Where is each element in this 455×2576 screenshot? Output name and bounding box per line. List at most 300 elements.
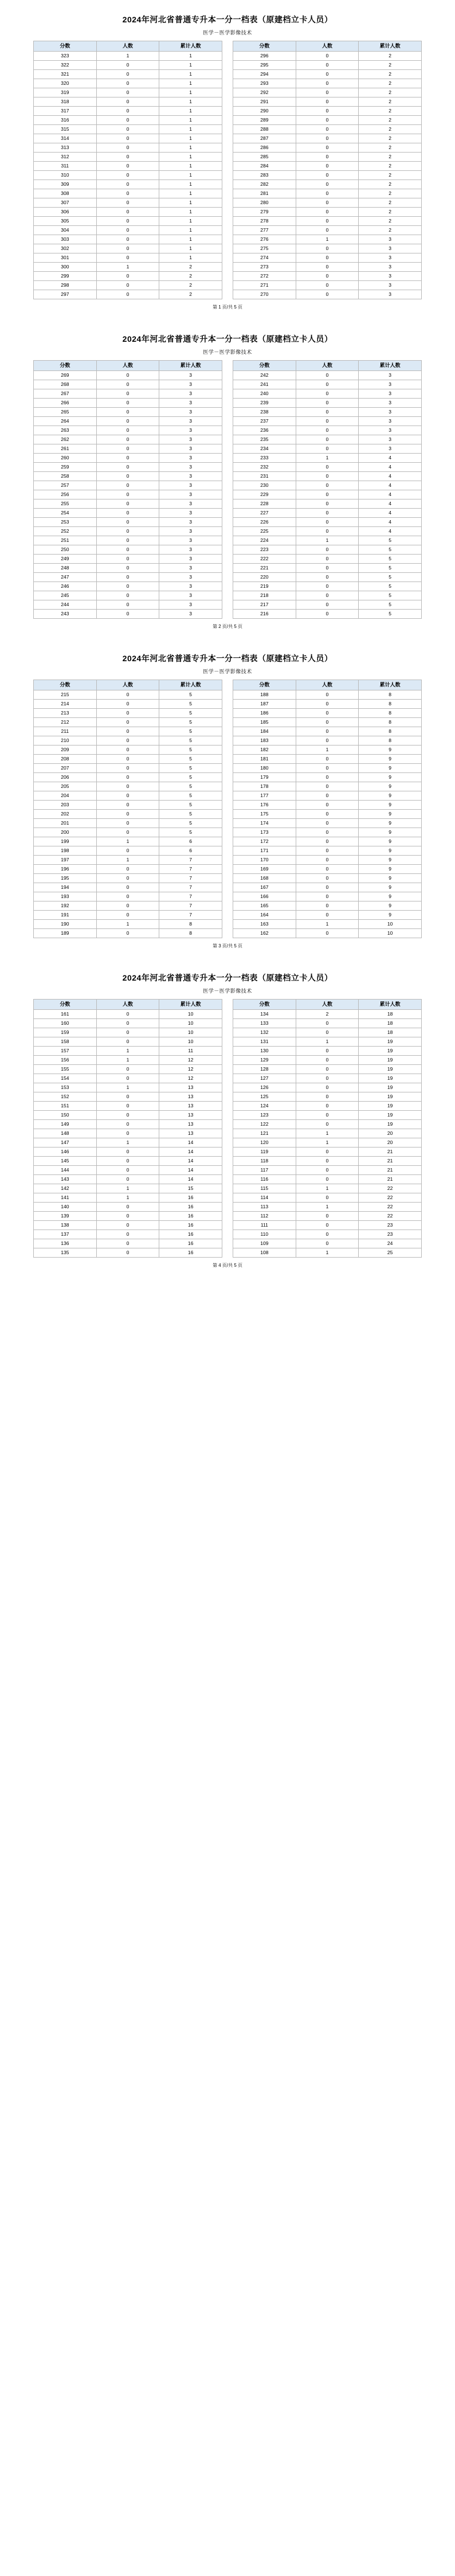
cell-cumulative: 3 <box>359 417 422 426</box>
cell-score: 258 <box>34 472 97 481</box>
cell-score: 224 <box>233 536 296 545</box>
table-row <box>233 1148 422 1157</box>
cell-score: 143 <box>34 1175 97 1184</box>
cell-cumulative: 9 <box>359 755 422 764</box>
cell-score: 182 <box>233 746 296 755</box>
table-row <box>34 79 222 88</box>
cell-score: 156 <box>34 1056 97 1065</box>
column-header-2: 累计人数 <box>359 680 422 690</box>
cell-cumulative: 1 <box>159 134 222 143</box>
cell-score: 231 <box>233 472 296 481</box>
table-row <box>34 1120 222 1129</box>
cell-score: 274 <box>233 253 296 263</box>
table-row <box>34 1010 222 1019</box>
table-row <box>233 911 422 920</box>
table-row <box>34 1111 222 1120</box>
column-header-1: 人数 <box>296 1000 359 1010</box>
table-row <box>233 1184 422 1193</box>
cell-score: 239 <box>233 399 296 408</box>
cell-score: 131 <box>233 1037 296 1047</box>
cell-cumulative: 4 <box>359 454 422 463</box>
cell-score: 226 <box>233 518 296 527</box>
cell-score: 136 <box>34 1239 97 1248</box>
cell-score: 122 <box>233 1120 296 1129</box>
table-header-row <box>34 1000 222 1010</box>
cell-count: 0 <box>296 290 359 299</box>
cell-count: 0 <box>296 791 359 801</box>
cell-score: 235 <box>233 435 296 444</box>
column-header-0: 分数 <box>34 680 97 690</box>
cell-count: 0 <box>296 1120 359 1129</box>
cell-cumulative: 5 <box>359 600 422 610</box>
cell-score: 117 <box>233 1166 296 1175</box>
tables-container <box>32 41 423 299</box>
cell-count: 0 <box>96 244 159 253</box>
table-row <box>233 371 422 380</box>
cell-count: 0 <box>296 819 359 828</box>
table-row <box>233 527 422 536</box>
table-row <box>34 527 222 536</box>
cell-cumulative: 3 <box>159 600 222 610</box>
cell-score: 217 <box>233 600 296 610</box>
table-row <box>34 1248 222 1258</box>
cell-score: 145 <box>34 1157 97 1166</box>
table-row <box>233 709 422 718</box>
table-row <box>233 70 422 79</box>
cell-cumulative: 12 <box>159 1065 222 1074</box>
table-row <box>233 1230 422 1239</box>
cell-cumulative: 3 <box>159 527 222 536</box>
column-header-1: 人数 <box>96 680 159 690</box>
table-row <box>34 208 222 217</box>
cell-count: 0 <box>296 162 359 171</box>
cell-score: 238 <box>233 408 296 417</box>
score-table-left <box>33 360 222 619</box>
table-row <box>233 107 422 116</box>
cell-score: 234 <box>233 444 296 454</box>
table-row <box>34 226 222 235</box>
cell-count: 0 <box>296 518 359 527</box>
cell-count: 0 <box>296 828 359 837</box>
cell-score: 124 <box>233 1102 296 1111</box>
cell-score: 228 <box>233 499 296 509</box>
cell-cumulative: 3 <box>359 253 422 263</box>
cell-cumulative: 2 <box>359 143 422 153</box>
cell-count: 1 <box>296 1203 359 1212</box>
cell-score: 222 <box>233 555 296 564</box>
cell-cumulative: 1 <box>159 52 222 61</box>
cell-count: 0 <box>96 782 159 791</box>
table-row <box>34 801 222 810</box>
table-row <box>233 1010 422 1019</box>
column-header-2: 累计人数 <box>359 1000 422 1010</box>
table-row <box>34 610 222 619</box>
cell-count: 0 <box>296 463 359 472</box>
cell-count: 0 <box>96 1203 159 1212</box>
cell-count: 0 <box>296 709 359 718</box>
cell-cumulative: 2 <box>359 70 422 79</box>
cell-count: 0 <box>96 819 159 828</box>
cell-count: 0 <box>96 253 159 263</box>
table-row <box>233 600 422 610</box>
cell-score: 165 <box>233 901 296 911</box>
cell-score: 140 <box>34 1203 97 1212</box>
cell-cumulative: 3 <box>359 426 422 435</box>
cell-score: 299 <box>34 272 97 281</box>
cell-cumulative: 18 <box>359 1028 422 1037</box>
table-row <box>233 61 422 70</box>
cell-cumulative: 22 <box>359 1203 422 1212</box>
table-row <box>34 874 222 883</box>
cell-cumulative: 3 <box>159 582 222 591</box>
cell-cumulative: 5 <box>159 709 222 718</box>
column-header-2: 累计人数 <box>159 680 222 690</box>
cell-count: 0 <box>296 125 359 134</box>
table-row <box>233 1065 422 1074</box>
cell-cumulative: 3 <box>359 263 422 272</box>
table-row <box>233 1157 422 1166</box>
table-row <box>233 1019 422 1028</box>
table-row <box>233 509 422 518</box>
cell-count: 0 <box>296 253 359 263</box>
cell-count: 0 <box>296 1239 359 1248</box>
table-row <box>34 399 222 408</box>
column-header-0: 分数 <box>34 41 97 52</box>
cell-cumulative: 5 <box>159 700 222 709</box>
cell-score: 283 <box>233 171 296 180</box>
table-row <box>34 435 222 444</box>
table-row <box>34 746 222 755</box>
cell-count: 0 <box>296 499 359 509</box>
cell-score: 248 <box>34 564 97 573</box>
cell-count: 0 <box>296 545 359 555</box>
cell-cumulative: 13 <box>159 1102 222 1111</box>
cell-cumulative: 2 <box>359 134 422 143</box>
cell-cumulative: 9 <box>359 810 422 819</box>
cell-cumulative: 7 <box>159 892 222 901</box>
table-row <box>34 1175 222 1184</box>
cell-cumulative: 8 <box>359 700 422 709</box>
table-row <box>34 235 222 244</box>
cell-score: 304 <box>34 226 97 235</box>
table-row <box>233 143 422 153</box>
cell-score: 233 <box>233 454 296 463</box>
cell-cumulative: 2 <box>359 180 422 189</box>
cell-score: 159 <box>34 1028 97 1037</box>
cell-score: 241 <box>233 380 296 389</box>
cell-count: 0 <box>96 755 159 764</box>
cell-count: 0 <box>96 791 159 801</box>
cell-score: 246 <box>34 582 97 591</box>
cell-score: 284 <box>233 162 296 171</box>
table-row <box>233 454 422 463</box>
cell-count: 0 <box>296 226 359 235</box>
cell-cumulative: 3 <box>159 518 222 527</box>
cell-cumulative: 2 <box>359 88 422 97</box>
cell-count: 0 <box>296 208 359 217</box>
table-row <box>233 380 422 389</box>
cell-cumulative: 4 <box>359 472 422 481</box>
cell-score: 243 <box>34 610 97 619</box>
column-header-1: 人数 <box>296 680 359 690</box>
cell-cumulative: 9 <box>359 892 422 901</box>
table-row <box>34 600 222 610</box>
cell-score: 213 <box>34 709 97 718</box>
cell-score: 261 <box>34 444 97 454</box>
cell-cumulative: 1 <box>159 116 222 125</box>
cell-score: 167 <box>233 883 296 892</box>
cell-count: 1 <box>296 1138 359 1148</box>
cell-count: 0 <box>96 564 159 573</box>
cell-count: 0 <box>296 281 359 290</box>
table-row <box>34 518 222 527</box>
table-row <box>233 591 422 600</box>
cell-score: 108 <box>233 1248 296 1258</box>
cell-score: 113 <box>233 1203 296 1212</box>
table-row <box>34 573 222 582</box>
cell-score: 134 <box>233 1010 296 1019</box>
cell-count: 0 <box>96 399 159 408</box>
cell-count: 0 <box>296 444 359 454</box>
table-row <box>34 892 222 901</box>
table-row <box>34 1037 222 1047</box>
cell-score: 254 <box>34 509 97 518</box>
cell-score: 198 <box>34 846 97 856</box>
cell-score: 178 <box>233 782 296 791</box>
cell-cumulative: 8 <box>359 718 422 727</box>
page-subtitle: 医学－医学影像技术 <box>203 30 252 36</box>
table-row <box>34 828 222 837</box>
column-header-0: 分数 <box>233 1000 296 1010</box>
cell-cumulative: 3 <box>159 435 222 444</box>
cell-score: 282 <box>233 180 296 189</box>
cell-cumulative: 1 <box>159 180 222 189</box>
cell-count: 0 <box>296 52 359 61</box>
cell-count: 0 <box>96 180 159 189</box>
cell-cumulative: 1 <box>159 171 222 180</box>
cell-score: 209 <box>34 746 97 755</box>
table-row <box>233 892 422 901</box>
report-page <box>0 0 455 319</box>
cell-cumulative: 1 <box>159 217 222 226</box>
table-row <box>34 837 222 846</box>
table-row <box>233 417 422 426</box>
cell-cumulative: 3 <box>159 454 222 463</box>
cell-score: 279 <box>233 208 296 217</box>
cell-cumulative: 7 <box>159 865 222 874</box>
cell-cumulative: 3 <box>159 417 222 426</box>
cell-count: 0 <box>96 718 159 727</box>
cell-count: 0 <box>296 892 359 901</box>
cell-cumulative: 13 <box>159 1083 222 1092</box>
cell-score: 115 <box>233 1184 296 1193</box>
table-row <box>34 1028 222 1037</box>
cell-count: 0 <box>296 718 359 727</box>
cell-count: 0 <box>296 1230 359 1239</box>
table-row <box>233 244 422 253</box>
cell-cumulative: 21 <box>359 1175 422 1184</box>
cell-score: 232 <box>233 463 296 472</box>
cell-cumulative: 5 <box>159 773 222 782</box>
cell-count: 0 <box>96 426 159 435</box>
table-row <box>233 736 422 746</box>
column-header-1: 人数 <box>96 361 159 371</box>
cell-cumulative: 1 <box>159 107 222 116</box>
cell-cumulative: 2 <box>359 162 422 171</box>
cell-cumulative: 2 <box>359 52 422 61</box>
table-row <box>34 88 222 97</box>
cell-count: 0 <box>296 1056 359 1065</box>
table-row <box>34 1056 222 1065</box>
cell-score: 230 <box>233 481 296 490</box>
cell-score: 295 <box>233 61 296 70</box>
table-row <box>34 1074 222 1083</box>
cell-cumulative: 1 <box>159 244 222 253</box>
cell-cumulative: 1 <box>159 162 222 171</box>
cell-score: 168 <box>233 874 296 883</box>
cell-score: 133 <box>233 1019 296 1028</box>
cell-cumulative: 5 <box>159 746 222 755</box>
column-header-0: 分数 <box>233 41 296 52</box>
cell-count: 0 <box>296 399 359 408</box>
cell-score: 116 <box>233 1175 296 1184</box>
cell-count: 0 <box>96 454 159 463</box>
cell-score: 142 <box>34 1184 97 1193</box>
table-row <box>34 929 222 938</box>
cell-score: 263 <box>34 426 97 435</box>
table-row <box>233 1212 422 1221</box>
table-row <box>233 1221 422 1230</box>
cell-count: 0 <box>296 88 359 97</box>
cell-count: 0 <box>96 1175 159 1184</box>
table-row <box>233 490 422 499</box>
cell-cumulative: 9 <box>359 901 422 911</box>
cell-count: 0 <box>296 217 359 226</box>
cell-count: 0 <box>296 727 359 736</box>
table-row <box>233 180 422 189</box>
cell-score: 277 <box>233 226 296 235</box>
cell-score: 288 <box>233 125 296 134</box>
cell-score: 171 <box>233 846 296 856</box>
cell-cumulative: 1 <box>159 97 222 107</box>
cell-cumulative: 3 <box>359 290 422 299</box>
cell-score: 205 <box>34 782 97 791</box>
table-row <box>34 272 222 281</box>
table-row <box>233 536 422 545</box>
table-row <box>233 1239 422 1248</box>
cell-cumulative: 3 <box>159 490 222 499</box>
cell-cumulative: 5 <box>159 810 222 819</box>
cell-score: 300 <box>34 263 97 272</box>
table-row <box>233 189 422 198</box>
table-row <box>34 582 222 591</box>
cell-cumulative: 4 <box>359 463 422 472</box>
cell-cumulative: 2 <box>359 116 422 125</box>
table-row <box>233 1074 422 1083</box>
cell-count: 0 <box>296 272 359 281</box>
table-row <box>233 162 422 171</box>
cell-count: 0 <box>296 1212 359 1221</box>
table-row <box>34 856 222 865</box>
cell-score: 203 <box>34 801 97 810</box>
cell-count: 0 <box>96 380 159 389</box>
cell-count: 0 <box>96 463 159 472</box>
cell-cumulative: 2 <box>359 61 422 70</box>
cell-score: 144 <box>34 1166 97 1175</box>
page-subtitle: 医学－医学影像技术 <box>203 988 252 994</box>
cell-score: 202 <box>34 810 97 819</box>
cell-cumulative: 9 <box>359 746 422 755</box>
cell-score: 253 <box>34 518 97 527</box>
cell-cumulative: 3 <box>359 408 422 417</box>
cell-score: 262 <box>34 435 97 444</box>
cell-count: 0 <box>96 281 159 290</box>
cell-count: 0 <box>96 97 159 107</box>
cell-score: 188 <box>233 690 296 700</box>
table-row <box>233 1111 422 1120</box>
cell-count: 0 <box>96 143 159 153</box>
cell-count: 0 <box>296 1148 359 1157</box>
tables-container <box>32 360 423 619</box>
cell-cumulative: 3 <box>159 564 222 573</box>
cell-cumulative: 1 <box>159 208 222 217</box>
table-row <box>233 1037 422 1047</box>
cell-cumulative: 9 <box>359 801 422 810</box>
table-row <box>34 911 222 920</box>
cell-count: 0 <box>96 217 159 226</box>
cell-count: 0 <box>296 874 359 883</box>
cell-cumulative: 13 <box>159 1092 222 1102</box>
page-footer: 第 2 页/共 5 页 <box>212 624 242 629</box>
cell-score: 318 <box>34 97 97 107</box>
cell-cumulative: 5 <box>359 573 422 582</box>
table-row <box>233 1129 422 1138</box>
cell-cumulative: 1 <box>159 79 222 88</box>
cell-count: 0 <box>96 600 159 610</box>
cell-count: 0 <box>296 1019 359 1028</box>
cell-score: 323 <box>34 52 97 61</box>
cell-count: 0 <box>96 591 159 600</box>
cell-cumulative: 2 <box>359 153 422 162</box>
cell-score: 154 <box>34 1074 97 1083</box>
cell-cumulative: 2 <box>359 226 422 235</box>
cell-score: 123 <box>233 1111 296 1120</box>
cell-count: 1 <box>96 1083 159 1092</box>
cell-count: 0 <box>96 70 159 79</box>
cell-count: 0 <box>296 426 359 435</box>
table-row <box>233 791 422 801</box>
cell-count: 0 <box>96 892 159 901</box>
table-row <box>34 810 222 819</box>
cell-count: 1 <box>296 746 359 755</box>
table-row <box>34 70 222 79</box>
cell-count: 0 <box>296 1074 359 1083</box>
cell-cumulative: 19 <box>359 1120 422 1129</box>
table-row <box>233 272 422 281</box>
table-row <box>34 755 222 764</box>
table-row <box>34 1019 222 1028</box>
table-row <box>34 463 222 472</box>
cell-score: 309 <box>34 180 97 189</box>
cell-score: 289 <box>233 116 296 125</box>
table-row <box>34 920 222 929</box>
cell-score: 268 <box>34 380 97 389</box>
table-row <box>233 564 422 573</box>
cell-cumulative: 19 <box>359 1111 422 1120</box>
cell-count: 0 <box>296 1028 359 1037</box>
cell-count: 0 <box>296 371 359 380</box>
cell-count: 0 <box>296 244 359 253</box>
